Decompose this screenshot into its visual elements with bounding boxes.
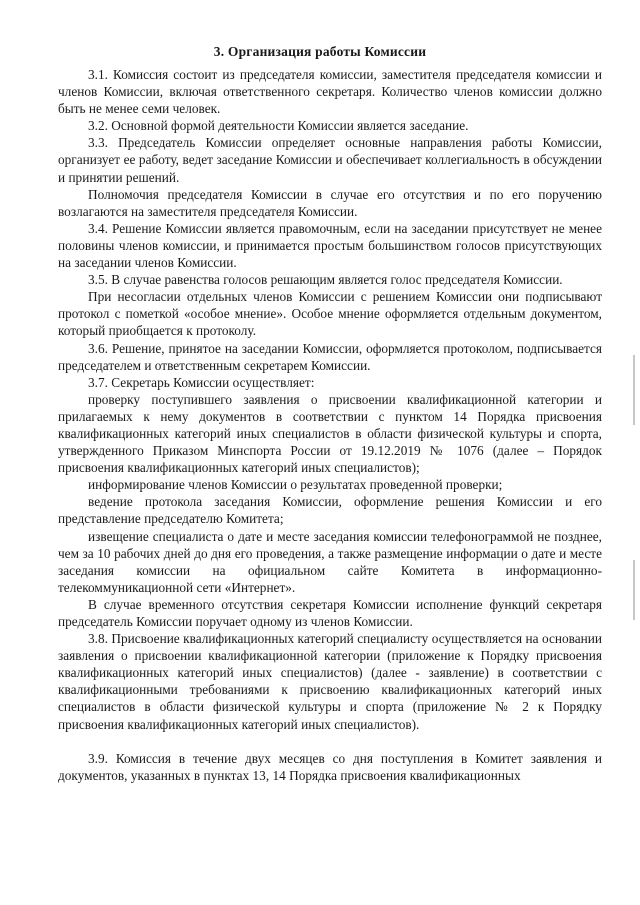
section-title: 3. Организация работы Комиссии bbox=[213, 44, 427, 59]
paragraph-3-2: 3.2. Основной формой деятельности Комиссии является заседание. bbox=[88, 118, 469, 134]
document-body bbox=[58, 66, 602, 784]
paragraph-3-7: 3.7. Секретарь Комиссии осуществляет: bbox=[88, 374, 315, 390]
paragraph-secretary-absence: В случае временного отсутствия секретаря Комиссии исполнение функций секретаря председатель Комиссии поручает одному из членов Комиссии. bbox=[58, 596, 602, 629]
paragraph-deputy-powers: Полномочия председателя Комиссии в случае его отсутствия и по его поручению возлагаются на заместителя председателя Комиссии. bbox=[58, 186, 602, 219]
scan-mark bbox=[633, 560, 635, 620]
paragraph-3-3: 3.3. Председатель Комиссии определяет основные направления работы Комиссии, организует ее работу, ведет заседание Комиссии и обеспечивает коллегиальность в обсуждении и принятии решений. bbox=[58, 135, 602, 185]
paragraph-3-1: 3.1. Комиссия состоит из председателя комиссии, заместителя председателя комиссии и членов Комиссии, включая ответственного секретаря. Количество членов комиссии должно быть не менее семи человек. bbox=[58, 67, 602, 117]
paragraph-dissent: При несогласии отдельных членов Комиссии с решением Комиссии они подписывают протокол с пометкой «особое мнение». Особое мнение оформляется отдельным документом, который приобщается к протоколу. bbox=[58, 289, 602, 339]
paragraph-3-4: 3.4. Решение Комиссии является правомочным, если на заседании присутствует не менее половины членов комиссии, и принимается простым большинством голосов присутствующих на заседании членов Комиссии. bbox=[58, 220, 602, 271]
scan-mark bbox=[633, 355, 635, 425]
paragraph-notification: извещение специалиста о дате и месте заседания комиссии телефонограммой не позднее, чем за 10 рабочих дней до дня его проведения, а также размещение информации о дате и месте заседания комиссии на официальном сайте Комитета в информационно-телекоммуникационной сети «Интернет». bbox=[58, 528, 602, 595]
paragraph-3-6: 3.6. Решение, принятое на заседании Комиссии, оформляется протоколом, подписывается председателем и ответственным секретарем Комиссии. bbox=[58, 340, 602, 373]
paragraph-verification: проверку поступившего заявления о присвоении квалификационной категории и прилагаемых к нему документов в соответствии с пунктом 14 Порядка присвоения квалификационных категорий иных специалистов в области физической культуры и спорта, утвержденного Приказом Минспорта России от 19.12.2019 № 1076 (далее – Порядок присвоения квалификационных категорий иных специалистов); bbox=[58, 391, 602, 476]
paragraph-3-5: 3.5. В случае равенства голосов решающим является голос председателя Комиссии. bbox=[88, 272, 563, 288]
paragraph-3-9: 3.9. Комиссия в течение двух месяцев со дня поступления в Комитет заявления и документов, указанных в пунктах 13, 14 Порядка присвоения квалификационных bbox=[58, 750, 602, 783]
paragraph-protocol: ведение протокола заседания Комиссии, оформление решения Комиссии и его представление председателю Комитета; bbox=[58, 494, 602, 527]
paragraph-informing: информирование членов Комиссии о результатах проведенной проверки; bbox=[88, 477, 503, 493]
paragraph-3-8: 3.8. Присвоение квалификационных категорий специалисту осуществляется на основании заявления о присвоении квалификационной категории (приложение к Порядку присвоения квалификационных категорий иных специалистов) (далее - заявление) в соответствии с квалификационными требованиями к присвоению квалификационных категорий иных специалистов в области физической культуры и спорта (приложение № 2 к Порядку присвоения квалификационных категорий иных специалистов). bbox=[58, 631, 602, 732]
